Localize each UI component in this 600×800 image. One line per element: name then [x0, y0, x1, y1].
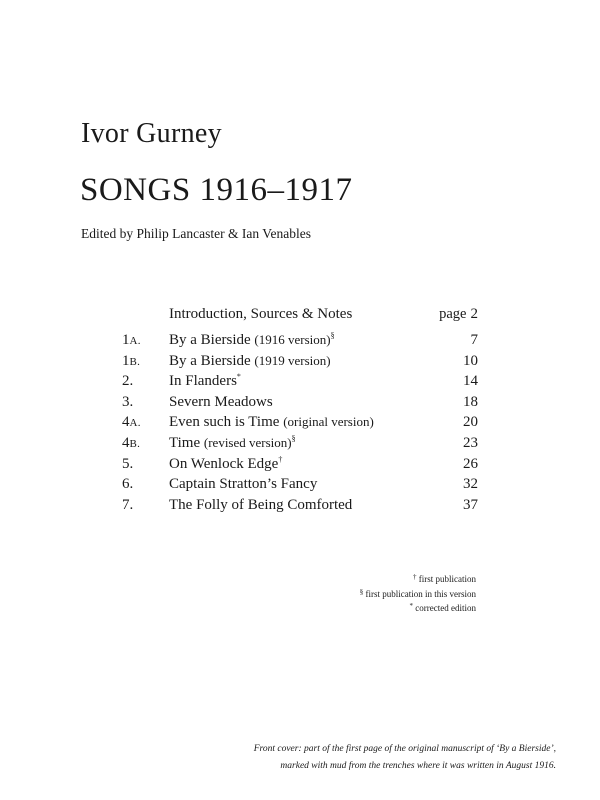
- page-label: page: [439, 306, 467, 322]
- table-of-contents: [122, 306, 478, 517]
- toc-number: 1B.: [122, 352, 141, 369]
- toc-entry: [122, 476, 478, 497]
- toc-entry: [122, 353, 478, 374]
- toc-number: 7.: [122, 496, 134, 513]
- toc-number: 4B.: [122, 434, 141, 451]
- toc-number: 1A.: [122, 332, 141, 348]
- legend-item: † first publication: [413, 573, 476, 584]
- toc-number: 4A.: [122, 414, 141, 431]
- page-number: 2: [470, 306, 478, 322]
- toc-page: 37: [463, 496, 478, 513]
- toc-entry: [122, 497, 478, 518]
- toc-page: 18: [463, 393, 478, 410]
- toc-intro-row: [122, 306, 478, 330]
- page-title: SONGS 1916–1917: [80, 172, 353, 208]
- toc-entry: [122, 414, 478, 435]
- legend-item: * corrected edition: [409, 602, 476, 613]
- author-name: Ivor Gurney: [81, 118, 222, 149]
- toc-entry: [122, 435, 478, 456]
- toc-entry: [122, 394, 478, 415]
- toc-title: By a Bierside (1919 version): [169, 352, 331, 369]
- cover-caption-line: marked with mud from the trenches where it was written in August 1916.: [280, 760, 556, 771]
- toc-page: 20: [463, 414, 478, 431]
- toc-title: Time (revised version)§: [169, 433, 296, 451]
- toc-page: [439, 306, 478, 323]
- toc-number: 2.: [122, 373, 134, 390]
- toc-page: 23: [463, 434, 478, 451]
- toc-page: 10: [463, 352, 478, 369]
- toc-entry: [122, 332, 478, 353]
- footnote-legend: [360, 572, 476, 616]
- toc-number: 6.: [122, 476, 134, 493]
- toc-entry: [122, 456, 478, 477]
- toc-page: 26: [463, 455, 478, 472]
- toc-title: Severn Meadows: [169, 393, 273, 410]
- toc-title: In Flanders*: [169, 372, 241, 390]
- cover-caption-line: Front cover: part of the first page of the original manuscript of ‘By a Bierside’,: [253, 744, 556, 754]
- toc-page: 7: [470, 332, 478, 348]
- toc-title: By a Bierside (1916 version)§: [169, 331, 335, 348]
- toc-page: 14: [463, 373, 478, 390]
- toc-title: Introduction, Sources & Notes: [169, 306, 353, 322]
- toc-number: 3.: [122, 393, 134, 410]
- toc-title: The Folly of Being Comforted: [169, 496, 353, 513]
- toc-entry: [122, 373, 478, 394]
- toc-title: Even such is Time (original version): [169, 414, 374, 431]
- editors-credit: Edited by Philip Lancaster & Ian Venables: [81, 226, 311, 241]
- toc-title: On Wenlock Edge†: [169, 454, 283, 472]
- toc-number: 5.: [122, 455, 134, 472]
- cover-caption: [254, 741, 556, 774]
- toc-page: 32: [463, 476, 478, 493]
- toc-title: Captain Stratton’s Fancy: [169, 476, 318, 493]
- legend-item: § first publication in this version: [359, 587, 476, 599]
